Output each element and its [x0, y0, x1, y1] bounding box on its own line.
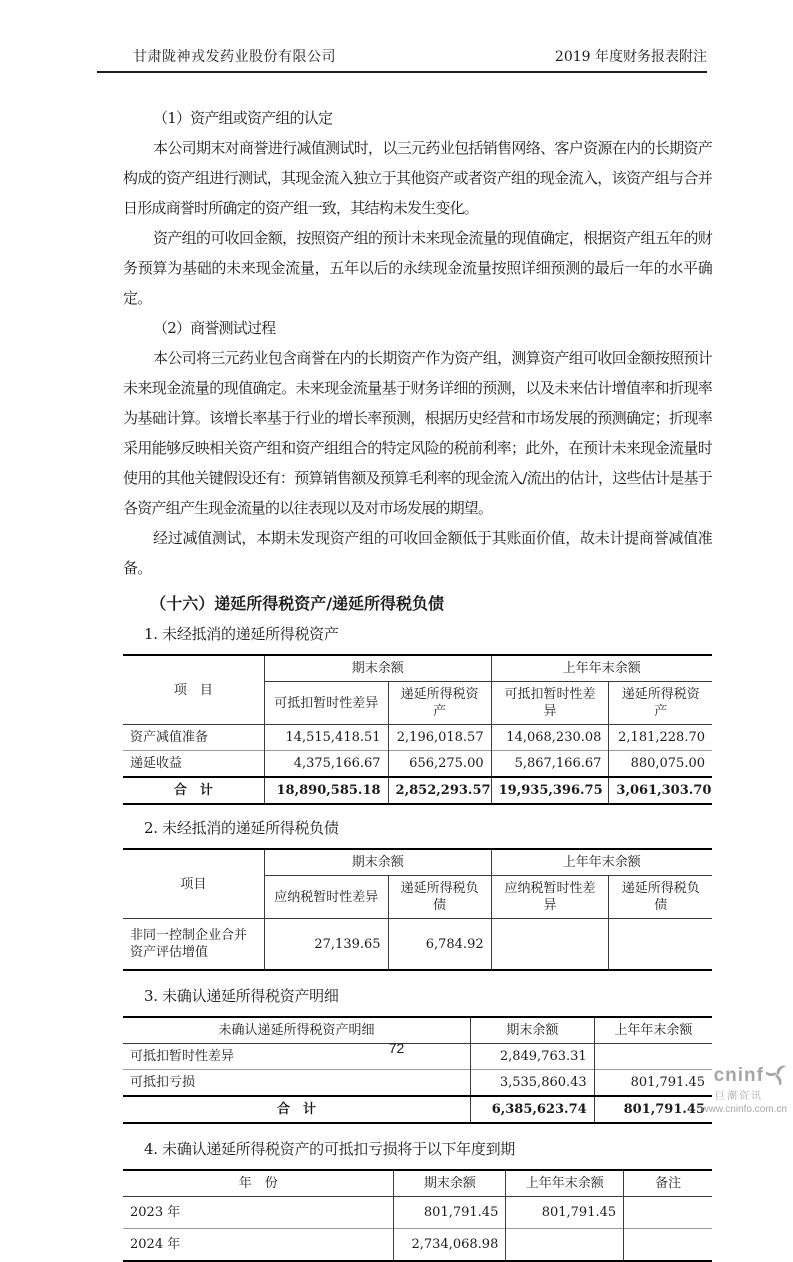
cell-value: 2,849,763.31 [471, 1044, 595, 1070]
subsection-2-title: 2. 未经抵消的递延所得税负债 [144, 819, 339, 837]
company-name: 甘肃陇神戎发药业股份有限公司 [133, 49, 336, 65]
col-header-deductible-diff: 可抵扣暂时性差异 [264, 682, 388, 725]
row-label: 资产减值准备 [130, 730, 209, 745]
total-label: 合 计 [123, 1096, 471, 1123]
cninfo-swirl-icon [766, 1064, 787, 1090]
col-header-deductible-diff: 可抵扣暂时性差异 [491, 682, 609, 725]
cell-value: 2,181,228.70 [609, 725, 712, 751]
row-label: 2023 年 [130, 1205, 181, 1220]
paragraph-goodwill-test: 本公司期末对商誉进行减值测试时，以三元药业包括销售网络、客户资源在内的长期资产构成的资产组进行测试，其现金流入独立于其他资产或者资产组的现金流入，该资产组与合并日形成商誉时所确定的资产组一致，其结构未发生变化。 [123, 139, 712, 217]
cninfo-brand-text: cninf [713, 1065, 764, 1087]
heading-goodwill-process: （2）商誉测试过程 [153, 319, 276, 337]
page-content [123, 103, 712, 1262]
cell-value [506, 1229, 624, 1262]
cell-value: 3,061,303.70 [609, 777, 712, 804]
section-16-title: （十六）递延所得税资产/递延所得税负债 [150, 594, 445, 613]
col-header-year: 年 份 [123, 1170, 394, 1197]
col-header-dtl: 递延所得税负债 [388, 876, 491, 919]
paragraph-test-process: 本公司将三元药业包含商誉在内的长期资产作为资产组，测算资产组可收回金额按照预计未来现金流量的现值确定。未来现金流量基于财务详细的预测，以及未来估计增值率和折现率为基础计算。该增长率基于行业的增长率预测，根据历史经营和市场发展的预测确定；折现率采用能够反映相关资产组和资产组组合的特定风险的税前利率；此外，在预计未来现金流量时使用的其他关键假设还有：预算销售额及预算毛利率的现金流入/流出的估计，这些估计是基于各资产组产生现金流量的以往表现以及对市场发展的期望。 [123, 349, 712, 517]
table-row [123, 919, 712, 971]
col-header-period-end: 期末余额 [264, 849, 491, 876]
col-header-dtl: 递延所得税负债 [609, 876, 712, 919]
subsection-1-title: 1. 未经抵消的递延所得税资产 [144, 625, 339, 643]
cell-value: 18,890,585.18 [264, 777, 388, 804]
heading-assets-group: （1）资产组或资产组的认定 [153, 109, 333, 127]
table-row [123, 1229, 712, 1262]
cell-value: 14,515,418.51 [264, 725, 388, 751]
cell-value: 4,375,166.67 [264, 751, 388, 778]
col-header-prior-year-end: 上年年末余额 [594, 1017, 712, 1044]
cninfo-logo [701, 1064, 787, 1115]
cell-value: 801,791.45 [594, 1070, 712, 1097]
cell-value: 656,275.00 [388, 751, 491, 778]
cell-value: 6,784.92 [388, 919, 491, 971]
table-row [123, 1070, 712, 1097]
page-number: 72 [388, 1040, 405, 1056]
cell-value: 3,535,860.43 [471, 1070, 595, 1097]
cell-value: 880,075.00 [609, 751, 712, 778]
col-header-prior-year-end: 上年年末余额 [491, 655, 712, 682]
cell-value: 801,791.45 [394, 1197, 506, 1229]
col-header-taxable-diff: 应纳税暂时性差异 [264, 876, 388, 919]
row-label: 2024 年 [123, 1229, 394, 1262]
paragraph-recoverable-amount: 资产组的可收回金额，按照资产组的预计未来现金流量的现值确定，根据资产组五年的财务预算为基础的未来现金流量，五年以后的永续现金流量按照详细预测的最后一年的水平确定。 [123, 229, 712, 307]
table-row [123, 1197, 712, 1229]
cell-value [609, 919, 712, 971]
table-row [123, 725, 712, 751]
cninfo-url: www.cninfo.com.cn [701, 1103, 787, 1115]
col-header-item: 项 目 [123, 655, 264, 725]
col-header-note: 备注 [624, 1170, 712, 1197]
cninfo-subtitle: 巨潮资讯 [715, 1090, 763, 1102]
total-label: 合 计 [123, 777, 264, 804]
table-row [123, 751, 712, 778]
table-deferred-tax-liabilities [123, 848, 712, 971]
cell-value [491, 919, 609, 971]
col-header-period-end: 期末余额 [264, 655, 491, 682]
table-deferred-tax-assets [123, 654, 712, 805]
table-unrecognized-dta [123, 1016, 712, 1124]
col-header-taxable-diff: 应纳税暂时性差异 [491, 876, 609, 919]
row-label: 递延收益 [123, 751, 264, 778]
cell-value: 2,852,293.57 [388, 777, 491, 804]
cell-value: 6,385,623.74 [471, 1096, 595, 1123]
cell-value: 14,068,230.08 [491, 725, 609, 751]
cell-value [624, 1229, 712, 1262]
col-header-period-end: 期末余额 [471, 1017, 595, 1044]
cell-value: 19,935,396.75 [491, 777, 609, 804]
cell-value: 801,791.45 [594, 1096, 712, 1123]
col-header-dta: 递延所得税资产 [388, 682, 491, 725]
subsection-3-title: 3. 未确认递延所得税资产明细 [144, 987, 339, 1005]
cell-value: 2,196,018.57 [388, 725, 491, 751]
table-total-row [123, 1096, 712, 1123]
report-title: 2019 年度财务报表附注 [554, 49, 707, 65]
table-loss-expiry [123, 1169, 712, 1262]
paragraph-conclusion: 经过减值测试，本期未发现资产组的可收回金额低于其账面价值，故未计提商誉减值准备。 [123, 529, 712, 577]
col-header-period-end: 期末余额 [394, 1170, 506, 1197]
col-header-prior-year-end: 上年年末余额 [491, 849, 712, 876]
subsection-4-title: 4. 未确认递延所得税资产的可抵扣亏损将于以下年度到期 [144, 1140, 515, 1158]
col-header-prior-year-end: 上年年末余额 [506, 1170, 624, 1197]
col-header-item: 项目 [123, 849, 264, 919]
row-label: 可抵扣亏损 [123, 1070, 471, 1097]
col-header-item: 未确认递延所得税资产明细 [123, 1017, 471, 1044]
cell-value: 27,139.65 [264, 919, 388, 971]
cell-value [624, 1197, 712, 1229]
page-header [97, 0, 707, 73]
table-total-row [123, 777, 712, 804]
col-header-dta: 递延所得税资产 [609, 682, 712, 725]
cell-value: 2,734,068.98 [394, 1229, 506, 1262]
row-label: 可抵扣暂时性差异 [130, 1049, 235, 1064]
row-label: 非同一控制企业合并资产评估增值 [130, 928, 248, 960]
cell-value: 801,791.45 [506, 1197, 624, 1229]
cell-value: 5,867,166.67 [491, 751, 609, 778]
